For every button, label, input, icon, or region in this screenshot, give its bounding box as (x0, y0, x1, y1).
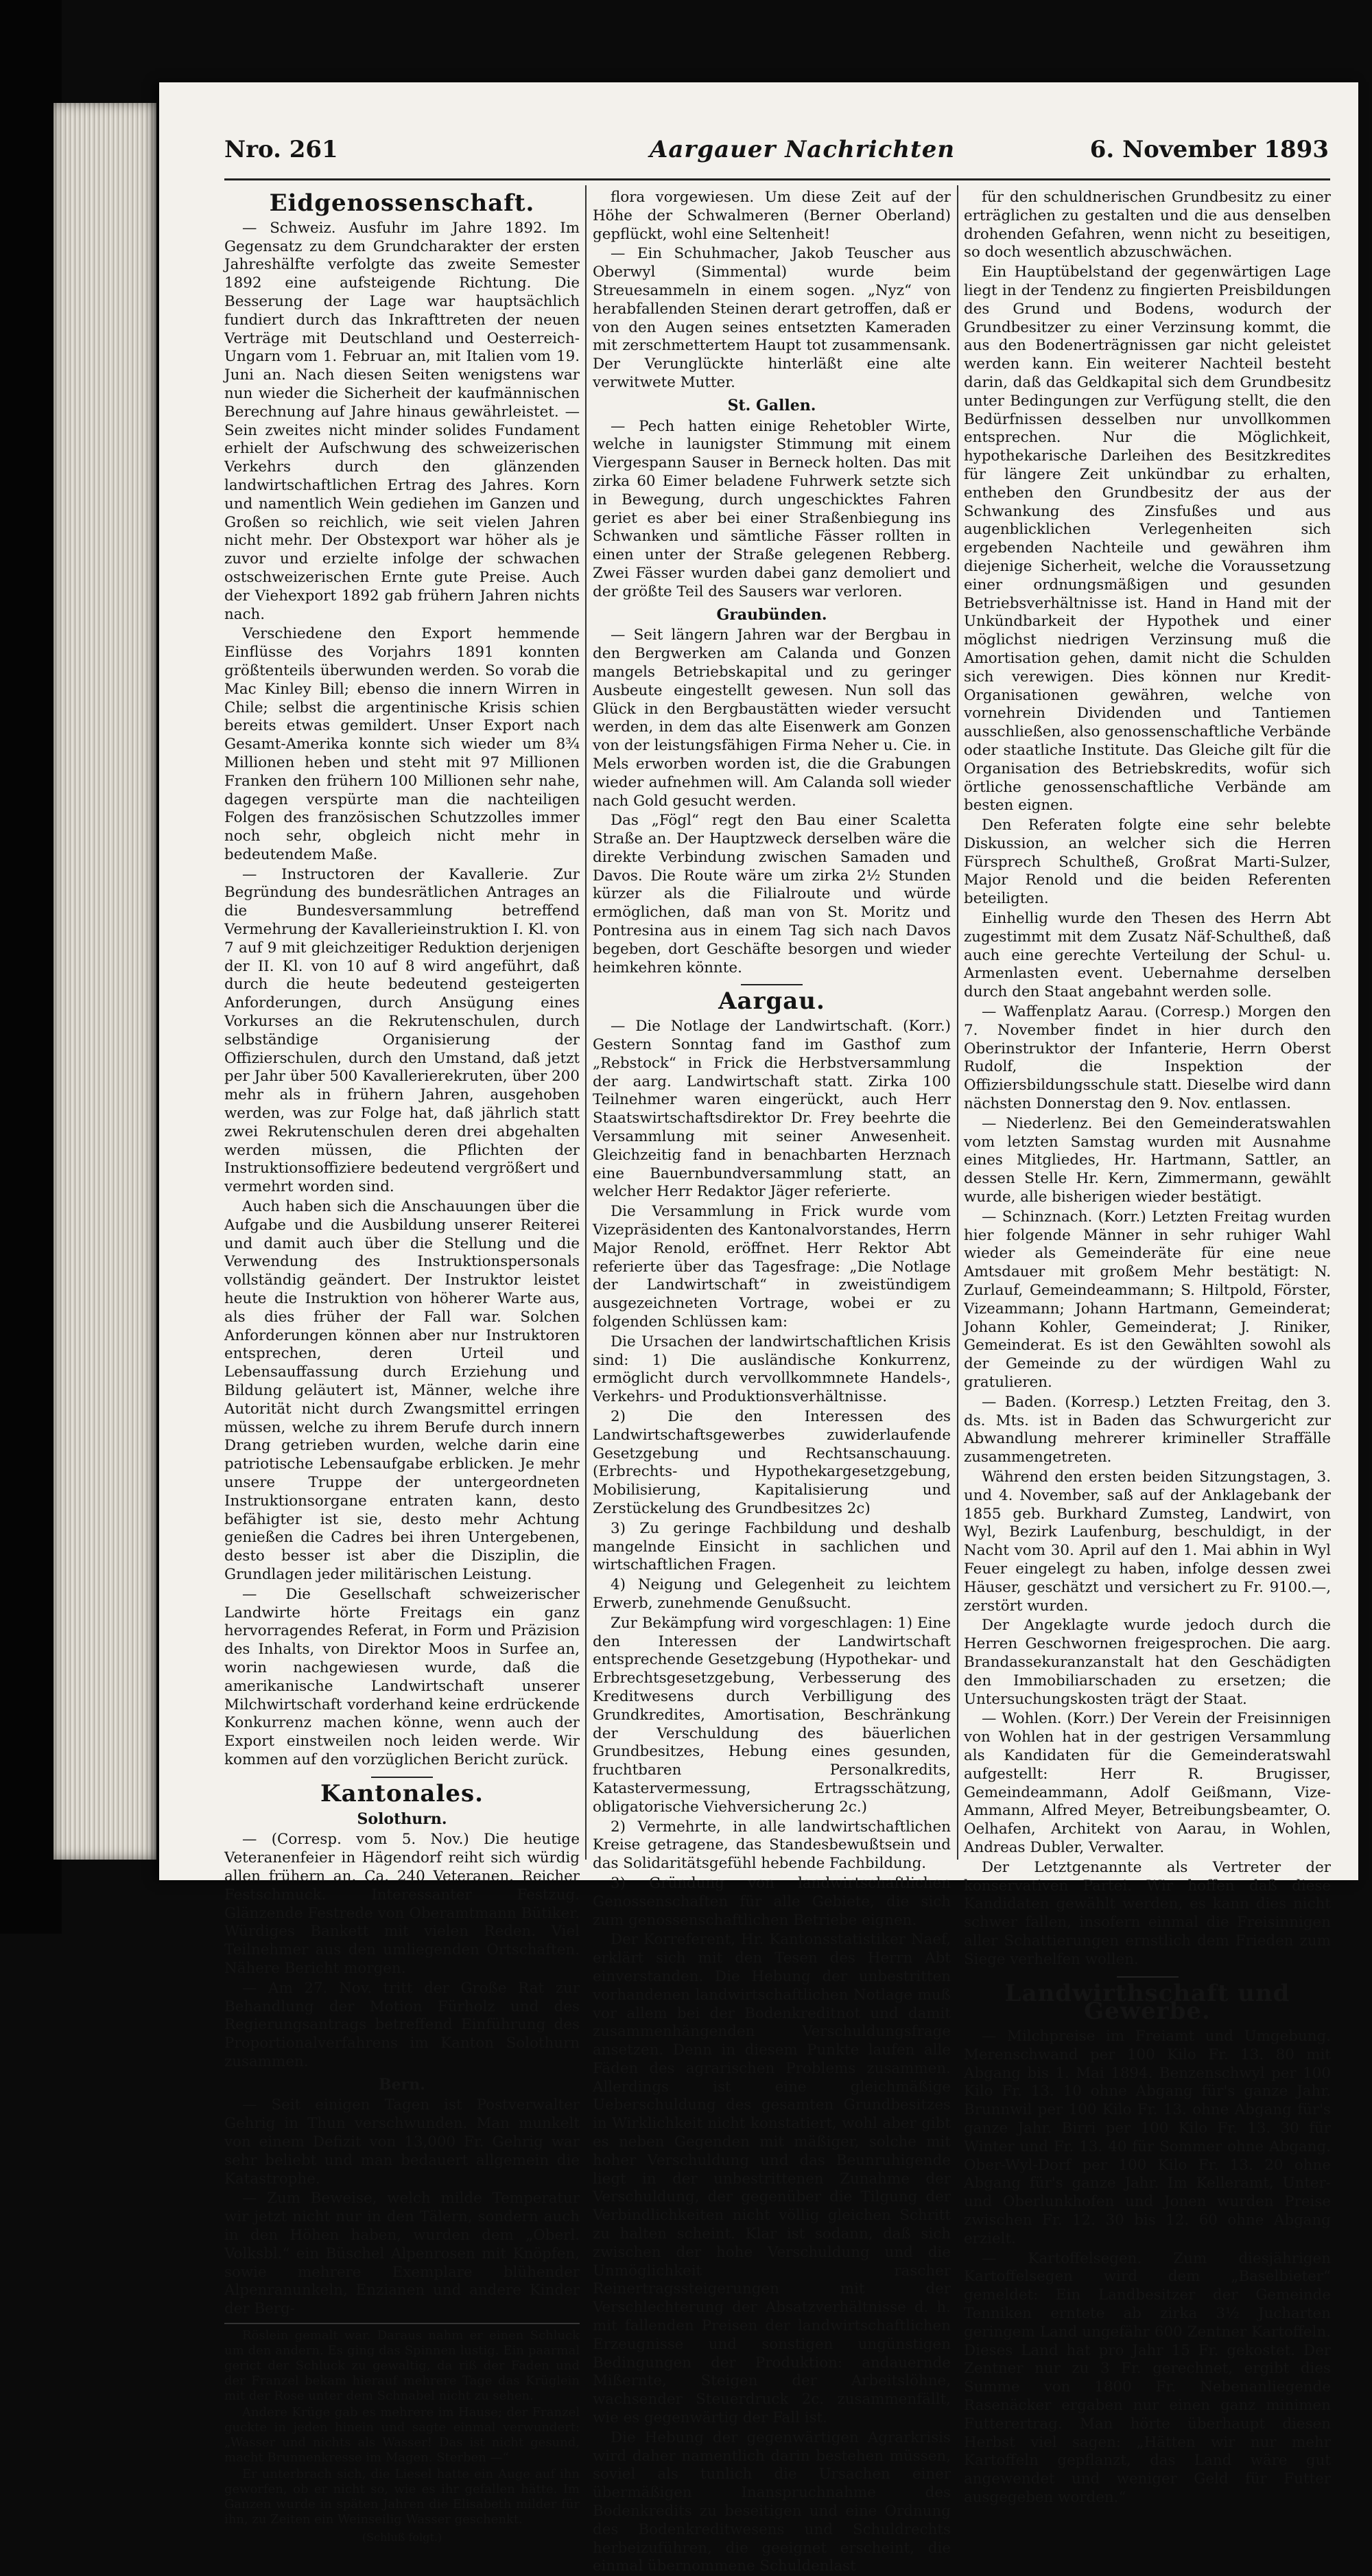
article-agrarkrisis: Die Hebung der gegenwärtigen Agrarkrisis wird daher namentlich darin bestehen müssen, soviel als tunlich die Ursachen einer übermäßigen Inanspruchnahme des Bodenkredits zu beseitigen und eine Ordnung des Bodenkreditwesens und Schuldrechts herbeizuführen, die geeignet erscheint, die einmal übernommene Schuldenlast (593, 2428, 951, 2575)
newspaper-title: Aargauer Nachrichten (650, 136, 956, 163)
section-title-aargau: Aargau. (718, 987, 825, 1016)
article-scaletta: Das „Fögl“ regt den Bau einer Scaletta Straße an. Der Hauptzweck derselben wäre die direkte Verbindung zwischen Samaden und Davos. Die Route wäre um zirka 2½ Stunden kürzer als die Filialroute und würde ermöglichen, daß man von St. Moritz und Pontresina aus in einem Tag sich nach Davos begeben, dort Geschäfte besorgen und wieder heimkehren könnte. (593, 812, 951, 976)
article-kavallerie-cont: Auch haben sich die Anschauungen über die Aufgabe und die Ausbildung unserer Reiterei und damit auch über die Stellung und die Verwendung des Instruktionspersonals vollständig geändert. Der Instruktor leistet heute die Instruktion von höherer Warte aus, als dies früher der Fall war. Solchen Anforderungen können aber nur Instruktoren entsprechen, deren Urteil und Lebensauffassung durch Erziehung und Bildung geläutert ist, Männer, welche ihre Autorität nicht durch Zwangsmittel erringen müssen, welche zu ihrem Berufe durch innern Drang getrieben wurden, welche darin eine patriotische Lebensaufgabe erblicken. Je mehr unsere Truppe der untergeordneten Instruktionsorgane entraten kann, desto befähigter ist sie, desto mehr Achtung genießen die Cadres bei ihren Untergebenen, desto besser ist aber die Disziplin, die Grundlagen jeder militärischen Leistung. (224, 1198, 580, 1583)
subhead-bern: Bern. (379, 2075, 425, 2094)
article-schinznach: — Schinznach. (Korr.) Letzten Freitag wurden hier folgende Männer in sehr ruhiger Wahl wieder als Gemeinderäte für eine neue Amtsdauer mit großem Mehr bestätigt: N. Zurlauf, Gemeindeammann; S. Hiltpold, Förster, Vizeammann; Johann Hartmann, Gemeinderat; Johann Kohler, Gemeinderat; J. Riniker, Gemeinderat. Es ist den Gewählten sowohl als der Gemeinde zu der würdigen Wahl zu gratulieren. (964, 1208, 1331, 1391)
article-notlage-cont: 2) Die den Interessen des Landwirtschaftsgewerbes zuwiderlaufende Gesetzgebung und Rechtsanschauung. (Erbrechts- und Hypothekargesetzgebung, Mobilisierung, Kapitalisierung und Zerstückelung des Grundbesitzes 2c) (593, 1408, 951, 1517)
newspaper-page (159, 82, 1358, 2575)
article-baden-cont: Während den ersten beiden Sitzungstagen, 3. und 4. November, saß auf der Anklagebank der 1855 geb. Burkhard Zumsteg, Landwirt, von Wyl, Bezirk Laufenburg, beschuldigt, in der Nacht vom 30. April auf den 1. Mai abhin in Wyl Feuer eingelegt zu haben, infolge dessen zwei Häuser, geschätzt und versichert zu Fr. 9100.—, zerstört wurden. (964, 1468, 1331, 1615)
article-wohlen-cont: Der Letztgenannte als Vertreter der konservativen Partei. Wir hoffen daß diese Kandidaten gewählt werden, es kann dies nicht schwer fallen, insofern einmal die Freisinnigen aller Schattierungen ernstlich dem Frieden zum Siege verhelfen wollen. (964, 1858, 1331, 1968)
section-title-eidgenossenschaft: Eidgenossenschaft. (269, 189, 535, 217)
article-baden: — Baden. (Korresp.) Letzten Freitag, den 3. ds. Mts. ist in Baden das Schwurgericht zur Abwandlung mehrerer krimineller Straffälle zusammengetreten. (964, 1393, 1331, 1466)
column-rule-1 (585, 185, 587, 1860)
divider (1117, 1976, 1179, 1978)
subhead-st-gallen: St. Gallen. (727, 396, 816, 414)
feuilleton-text: Er unterbrach sich, die Liesel hatte ein Auge auf ihn geworfen, ob er nicht so, wie es ihr gefallen hätte. Im Ganzen wurde in späten Jahren die Elisabeth milder für ihn, zu Zeiten ein Weinseilig Wasser geschenkt. (224, 2467, 580, 2527)
article-veteranen: — (Corresp. vom 5. Nov.) Die heutige Veteranenfeier in Hägendorf reiht sich würdig allen frühern an. Ca. 240 Veteranen. Reicher Festschmuck. Interessanter Festzug. Glänzende Festrede von Oberamtmann Bütiker. Würdiges Bankett mit vielen Reden. Viel Teilnehmer aus den umliegenden Ortschaften. Nähere Bericht morgen. (224, 1831, 580, 1977)
header-rule (224, 178, 1330, 180)
article-wohlen: — Wohlen. (Korr.) Der Verein der Freisinnigen von Wohlen hat in der gestrigen Versammlung als Kandidaten für die Gemeinderatswahl aufgestellt: Herr R. Brugisser, Gemeindeammann, Adolf Geißmann, Vize-Ammann, Alfred Meyer, Betreibungsbeamter, O. Oelhafen, Architekt von Aarau, in Wohlen, Andreas Dubler, Verwalter. (964, 1710, 1331, 1856)
article-notlage-cont: Zur Bekämpfung wird vorgeschlagen: 1) Eine den Interessen der Landwirtschaft entsprechende Gesetzgebung (Hypothekar- und Erbrechtsgesetzgebung, Verbesserung des Kreditwesens durch Verbilligung des Grundkredites, Amortisation, Beschränkung der Verschuldung des bäuerlichen Grundbesitzes, Hebung eines gesunden, fruchtbaren Personalkredits, Katastervermessung, Ertragsschätzung, obligatorische Viehversicherung 2c.) (593, 1614, 951, 1816)
divider (371, 1777, 433, 1778)
article-agrarkrisis-cont: für den schuldnerischen Grundbesitz zu einer erträglichen zu gestalten und die aus denselben drohenden Gefahren, wenn nicht zu beseitigen, so doch wesentlich abzuschwächen. (964, 189, 1331, 261)
feuilleton-text: Andere Krüge gab es mehrere im Hause; der Franzel guckte in jeden hinein und sagte einmal verwundert: „Wasser und nichts als Wasser! Das ist nicht gesund, macht Brunnenkresse im Magen. Sterben —“ (224, 2405, 580, 2466)
subhead-graubuenden: Graubünden. (716, 605, 827, 624)
article-milchpreise: — Milchpreise im Freiamt und Umgebung. Merenschwand per 100 Kilo Fr. 13. 80 mit Abgang bis 1. Mai 1894. Benzenschwyl per 100 Kilo Fr. 13. 10 ohne Abgang für's ganze Jahr. Brunnwil per 100 Kilo Fr. 13. ohne Abgang für's ganze Jahr. Birri per 100 Kilo Fr. 13. 30 für Winter und Fr. 13. 40 für Sommer ohne Abgang. Ober-Wyl-Dorf per 100 Kilo Fr. 13. 20 ohne Abgang für's ganze Jahr. Im Kelleramt, Unter- und Oberlunkhofen und Jonen wurden Preise zwischen Fr. 12. 30 bis 12. 60 ohne Abgang erzielt. (964, 2028, 1331, 2247)
continuation-note: (Schluß folgt.) (362, 2531, 442, 2544)
article-grosser-rat: — Am 27. Nov. tritt der Große Rat zur Behandlung der Motion Fürholz und des Regierungsantrags betreffend Einführung des Proportionalverfahrens im Kanton Solothurn zusammen. (224, 1979, 580, 2070)
article-kavallerie: — Instructoren der Kavallerie. Zur Begründung des bundesrätlichen Antrages an die Bundesversammlung betreffend Vermehrung der Kavallerieinstruktion I. Kl. von 7 auf 9 mit gleichzeitiger Reduktion derjenigen der II. Kl. von 10 auf 8 wird angeführt, daß durch die heute bedeutend gesteigerten Anforderungen, durch Ansügung eines Vorkurses an die Rekrutenschulen, durch selbständige Organisierung der Offizierschulen, durch den Umstand, daß jetzt per Jahr über 500 Kavallerierekruten, über 200 mehr als in frühern Jahren, ausgehoben werden, was zur Folge hat, daß jährlich statt zwei Rekrutenschulen deren drei abgehalten werden müssen, die Pflichten der Instruktionsoffiziere bedeutend vergrößert und vermehrt worden sind. (224, 865, 580, 1196)
divider (741, 984, 803, 985)
section-title-landwirthschaft: Landwirthschaft und Gewerbe. (1004, 1979, 1290, 2026)
column-3 (964, 189, 1331, 2507)
column-rule-2 (957, 185, 958, 1860)
article-rehetobler: — Pech hatten einige Rehetobler Wirte, welche in launigster Stimmung mit einem Viergespann Sauser in Berneck holten. Das mit zirka 60 Eimer beladene Fuhrwerk setzte sich in Bewegung, durch ungeschicktes Fahren geriet es aber bei einer Straßenbiegung ins Schwanken und sämtliche Fässer rollten in einen unter der Straße gelegenen Rebberg. Zwei Fässer wurden dabei ganz demoliert und der größte Teil des Sausers war verloren. (593, 417, 951, 600)
article-postverwalter: — Seit einigen Tagen ist Postverwalter Gehrig in Thun verschwunden. Man munkelt von einem Defizit von 13,000 Fr. Gehrig war sehr beliebt und man bedauert allgemein die Katastrophe. (224, 2096, 580, 2188)
article-notlage-cont: Die Versammlung in Frick wurde vom Vizepräsidenten des Kantonalvorstandes, Herrn Major Renold, eröffnet. Herr Rektor Abt referierte über das Tagesfrage: „Die Notlage der Landwirtschaft“ in zweistündigem ausgezeichneten Vortrage, wobei er zu folgenden Schlüssen kam: (593, 1203, 951, 1331)
article-ausfuhr-cont: Verschiedene den Export hemmende Einflüsse des Vorjahrs 1891 konnten größtenteils überwunden werden. So vorab die Mac Kinley Bill; ebenso die innern Wirren in Chile; selbst die argentinische Krisis schien bereits etwas gemildert. Unser Export nach Gesamt-Amerika konnte sich wieder um 8¾ Millionen heben und steht mit 97 Millionen Franken den frühern 100 Millionen sehr nahe, dagegen verspürte man die nachteiligen Folgen des französischen Schutzzolles immer noch sehr, obgleich nicht mehr in bedeutendem Maße. (224, 625, 580, 863)
article-alpenrosen-cont: flora vorgewiesen. Um diese Zeit auf der Höhe der Schwalmeren (Berner Oberland) gepflückt, wohl eine Seltenheit! (593, 189, 951, 243)
feuilleton-rule (224, 2323, 580, 2324)
article-ausfuhr: — Schweiz. Ausfuhr im Jahre 1892. Im Gegensatz zu dem Grundcharakter der ersten Jahreshälfte verfolgte das zweite Semester 1892 eine aufsteigende Richtung. Die Besserung der Lage war hauptsächlich fundiert durch das Inkrafttreten der neuen Verträge mit Deutschland und Oesterreich-Ungarn vom 1. Februar an, mit Italien vom 19. Juni an. Nach diesen Seiten wenigstens war nun wieder die Sicherheit der kaufmännischen Berechnung auf Jahre hinaus gewährleistet. — Sein zweites nicht minder solides Fundament erhielt der Aufschwung des schweizerischen Verkehrs durch den glänzenden landwirtschaftlichen Ertrag des Jahres. Korn und namentlich Wein gediehen im Ganzen und Großen so reichlich, wie seit vielen Jahren nicht mehr. Der Obstexport war höher als je zuvor und erzielte infolge der schwachen ostschweizerischen Ernte gute Preise. Auch der Viehexport 1892 gab frühern Jahren nichts nach. (224, 219, 580, 623)
article-korreferent: Der Korreferent, Hr. Kantonsstatistiker Naef, erklärt sich mit den Tesen des Herrn Abt einverstanden. Die Hebung der unbestritten vorhandenen landwirtschaftlichen Notlage muß vor allem bei der Bodenkreditnot und damit zusammenhängenden Verschuldungsfrage ansetzen. Denn in diesem Punkte laufen alle Fäden des agrarischen Problems zusammen. Allerdings ist eine gleichmäßige Ueberschuldung des gesamten Grundbesitzes in Wirklichkeit nicht konstatiert, wohl aber gibt es neben Gegenden mit mäßiger, solche mit hoher Verschuldung und das Beunruhigende liegt in der unbestrittenen Zunahme der Verschuldung, der gegenüber die Tilgung der Verbindlichkeiten nicht völlig gleichen Schritt zu halten scheint. Klar ist sodann, daß sich zwischen der hohe Verschuldung und die Unmöglichkeit rascher Reinertragssteigerungen mit der Verschlechterung der Absatzverhältnisse d. h. mit fallenden Preisen der landwirtschaftlichen Erzeugnisse und sonstigen ungünstigen Bedingungen der Produktion: andauernde Mißernte, Steigen der Arbeitslöhne, wachsender Steuerdruck 2c. zusammenfällt, wie es gegenwärtig der Fall ist. (593, 1931, 951, 2427)
article-alpenrosen: — Zum Beweise, welch milde Temperatur wir jetzt nicht nur in den Tälern, sondern auch in den Höhen haben, wurden dem „Oberl. Volksbl.“ ein Büschel Alpenrosen mit Knöpfen, sowie mehrere Exemplare blühender Alpenranunkeln, Enzianen und andere Kinder der Berg- (224, 2190, 580, 2318)
article-notlage-cont: 4) Neigung und Gelegenheit zu leichtem Erwerb, zunehmende Genußsucht. (593, 1576, 951, 1612)
book-spine (0, 0, 62, 1934)
feuilleton-text: Röslein gemalt war. Daraus nahm er einen Schluck um den andern. Es ging das Spinnen lustig. Ein paarmal gerict der Schluck zu gewaltig, da riß der Faden und der Franzel bekam hierauf mehrere Tage das Krüglein mit der Rose unter dem Schnabel nicht zu sehen. (224, 2328, 580, 2404)
column-1 (224, 189, 580, 2544)
masthead (224, 136, 1329, 174)
article-kartoffelsegen: — Kartoffelsegen. Zum diesjährigen Kartoffelsegen wird dem „Baselbieter“ gemeldet: Ein Landbesitzer der Gemeinde Tenniken erntete ab zirka 3½ Jucharten geringem Land ungefähr 600 Zentner Kartoffeln. Dieses Land hat pro Jahr 15 Fr. gekostet. Der Zentner nur zu 3 Fr. gerechnet, ergibt dies Summe von 1800 Fr. Nebenanliegende Rasenäcker ergaben nur einen ganz minimen Futterertrag. Man hörte überhaupt diesen Herbst viel sagen: „Hätten wir nur mehr Kartoffeln gepflanzt, das Land wäre gut angewendet und weniger Geld für Futter ausgegeben worden.“ (964, 2249, 1331, 2507)
column-2 (593, 189, 951, 2575)
article-notlage-cont: 2) Vermehrte, in alle landwirtschaftlichen Kreise getragene, das Standesbewußtsein und das Solidaritätsgefühl hebende Fachbildung. (593, 1818, 951, 1873)
article-bergbau: — Seit längern Jahren war der Bergbau in den Bergwerken am Calanda und Gonzen mangels Betriebskapital und zu geringer Ausbeute eingestellt gewesen. Nun soll das Glück in den Bergbaustätten wieder versucht werden, in dem das alte Eisenwerk am Gonzen von der leistungsfähigen Firma Neher u. Cie. in Mels erworben worden ist, die die Grabungen wieder aufnehmen will. Am Calanda soll wieder nach Gold gesucht werden. (593, 627, 951, 810)
article-schuhmacher: — Ein Schuhmacher, Jakob Teuscher aus Oberwyl (Simmental) wurde beim Streuesammeln in einem sogen. „Nyz“ von herabfallenden Steinen derart getroffen, daß er von den Augen seines entsetzten Kameraden mit zerschmettertem Haupt tot zusammensank. Der Verunglückte hinterläßt eine alte verwitwete Mutter. (593, 245, 951, 391)
article-baden-cont: Der Angeklagte wurde jedoch durch die Herren Geschwornen freigesprochen. Die aarg. Brandassekuranzanstalt hat den Geschädigten den Immobiliarschaden zu ersetzen; die Untersuchungskosten trägt der Staat. (964, 1617, 1331, 1708)
article-hauptuebelstand: Ein Hauptübelstand der gegenwärtigen Lage liegt in der Tendenz zu fingierten Preisbildungen des Grund und Bodens, wodurch der Grundbesitzer zu einer Verzinsung kommt, die aus den Bodenerträgnissen gar nicht geleistet werden kann. Ein weiterer Nachteil besteht darin, daß das Geldkapital sich dem Grundbesitz unter Bedingungen zur Verfügung stellt, die den Bedürfnissen desselben nur unvollkommen entsprechen. Nur die Möglichkeit, hypothekarische Darleihen des Besitzkredites für längere Zeit unkündbar zu erhalten, entheben den Grundbesitz der aus der Schwankung des Zinsfußes und aus augenblicklichen Verlegenheiten sich ergebenden Nachteile und gewähren ihm diejenige Sicherheit, welche die Voraussetzung einer ordnungsmäßigen und gesunden Betriebsverhältnisse ist. Hand in Hand mit der Unkündbarkeit der Hypothek und einer möglichst niedrigen Verzinsung muß die Amortisation gehen, damit nicht die Schulden sich verewigen. Dies können nur Kredit-Organisationen gewähren, welche von vornehrein Dividenden und Tantiemen ausschließen, also genossenschaftliche Verbände oder staatliche Institute. Das Gleiche gilt für die Organisation des Betriebskredits, wofür sich örtliche genossenschaftliche Verbände am besten eignen. (964, 264, 1331, 815)
issue-date: 6. November 1893 (1089, 136, 1329, 163)
article-notlage-cont: 3) Gründung von landwirtschaftlichen Genossenschaften für alle Gebiete, die sich zum genossenschaftlichen Betriebe eignen. (593, 1874, 951, 1929)
article-thesen: Einhellig wurde den Thesen des Herrn Abt zugestimmt mit dem Zusatz Näf-Schultheß, daß auch eine gerechte Verteilung der Schul- u. Armenlasten event. Uebernahme derselben durch den Staat angebahnt werden solle. (964, 910, 1331, 1001)
article-diskussion: Den Referaten folgte eine sehr belebte Diskussion, an welcher sich die Herren Fürsprech Schultheß, Großrat Marti-Sulzer, Major Renold und die beiden Referenten beteiligten. (964, 817, 1331, 908)
article-waffenplatz: — Waffenplatz Aarau. (Corresp.) Morgen den 7. November findet in hier durch den Oberinstruktor der Infanterie, Herrn Oberst Rudolf, die Inspektion der Offiziersbildungsschule statt. Dieselbe wird dann nächsten Donnerstag den 9. Nov. entlassen. (964, 1003, 1331, 1113)
issue-number: Nro. 261 (224, 136, 338, 163)
article-notlage: — Die Notlage der Landwirtschaft. (Korr.) Gestern Sonntag fand im Gasthof zum „Rebstock“ in Frick die Herbstversammlung der aarg. Landwirtschaft statt. Zirka 100 Teilnehmer waren eingerückt, auch Herr Staatswirtschaftsdirektor Dr. Frey beehrte die Versammlung mit seiner Anwesenheit. Gleichzeitig fand in benachbarten Herznach eine Bauernbundversammlung statt, an welcher Herr Redaktor Jäger referierte. (593, 1018, 951, 1201)
article-landwirte: — Die Gesellschaft schweizerischer Landwirte hörte Freitags ein ganz hervorragendes Referat, in Form und Präzision des Inhalts, von Direktor Moos in Surfee an, worin nachgewiesen wurde, daß die amerikanische Landwirtschaft unserer Milchwirtschaft vorderhand keine erdrückende Konkurrenz machen könne, wenn auch der Export einstweilen noch leiden werde. Wir kommen auf den vorzüglichen Bericht zurück. (224, 1585, 580, 1768)
subhead-solothurn: Solothurn. (357, 1810, 447, 1828)
section-title-kantonales: Kantonales. (320, 1779, 484, 1807)
article-notlage-cont: Die Ursachen der landwirtschaftlichen Krisis sind: 1) Die ausländische Konkurrenz, ermöglicht durch vervollkommnete Handels-, Verkehrs- und Produktionsverhältnisse. (593, 1333, 951, 1406)
article-notlage-cont: 3) Zu geringe Fachbildung und deshalb mangelnde Einsicht in sachlichen und wirtschaftlichen Fragen. (593, 1519, 951, 1574)
page-edges (54, 103, 156, 1860)
article-niederlenz: — Niederlenz. Bei den Gemeinderatswahlen vom letzten Samstag wurden mit Ausnahme eines Mitgliedes, Hr. Hartmann, Sattler, an dessen Stelle Hr. Kern, Zimmermann, gewählt wurde, alle bisherigen wieder bestätigt. (964, 1114, 1331, 1206)
